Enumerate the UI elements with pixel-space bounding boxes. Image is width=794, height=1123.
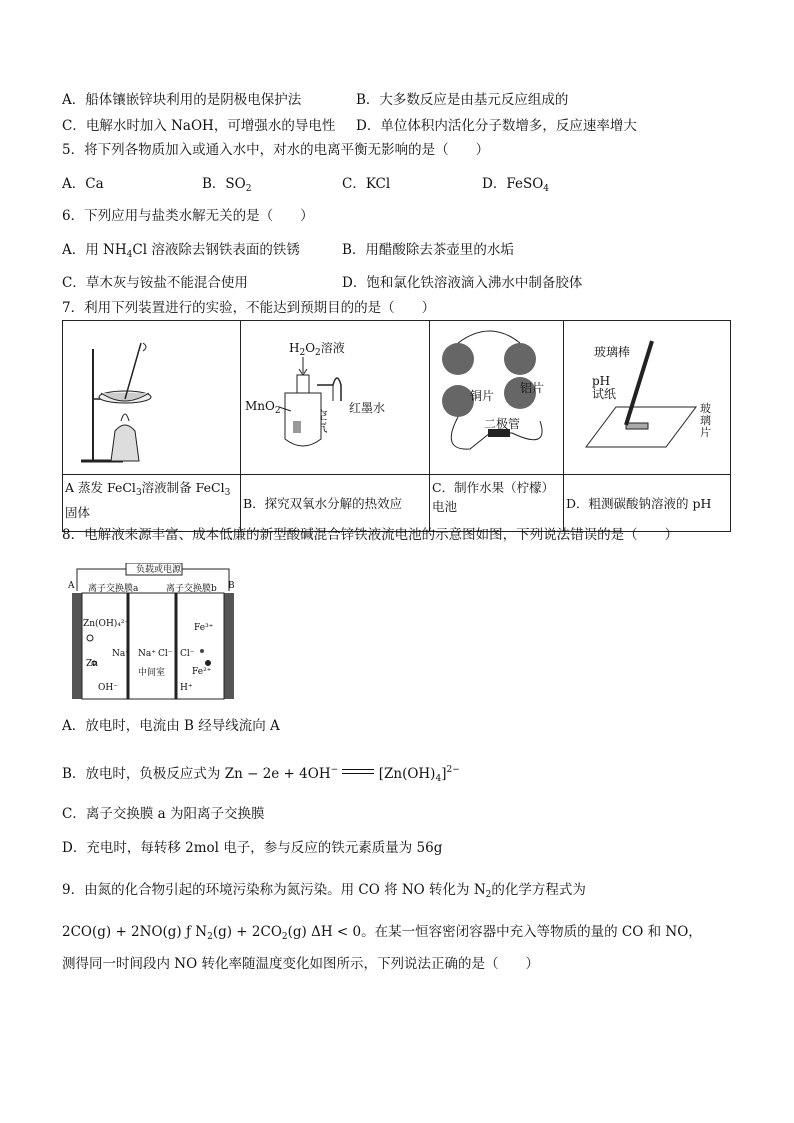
glass-rod-label: 玻璃棒 [594, 345, 631, 359]
q4-option-b: B．大多数反应是由基元反应组成的 [356, 92, 569, 108]
q5-option-d: D．FeSO$_4$ [482, 176, 549, 194]
figure-c-fruit-battery [430, 321, 564, 475]
electrode-a-label: A [68, 581, 75, 591]
figure-d-ph-test [564, 321, 731, 475]
q6-option-b: B．用醋酸除去茶壶里的水垢 [342, 242, 514, 258]
fruit-battery-apparatus [430, 321, 563, 471]
evaporation-apparatus [63, 321, 240, 471]
q5-stem: 5．将下列各物质加入或通入水中，对水的电离平衡无影响的是（ ） [62, 142, 490, 158]
load-label: 负载或电源 [136, 565, 182, 575]
middle-chamber-label: 中间室 [138, 668, 166, 678]
q6-stem: 6．下列应用与盐类水解无关的是（ ） [62, 208, 314, 224]
na-left-label: Na⁺ [112, 649, 130, 659]
h2o2-label: $H_2O_2$溶液 [289, 341, 345, 358]
q9-line3: 测得同一时间段内 NO 转化率随温度变化如图所示，下列说法正确的是（ ） [62, 956, 539, 972]
h-label: H⁺ [180, 683, 193, 693]
q8-option-a: A．放电时，电流由 B 经导线流向 A [62, 718, 280, 734]
membrane-a-label: 离子交换膜a [88, 584, 139, 594]
q5-option-a: A．Ca [62, 176, 104, 192]
ph-paper-label: pH 试纸 [592, 374, 617, 401]
copper-label: 铜片 [470, 389, 495, 403]
experiment-table [62, 320, 731, 532]
caption-d: D．粗测碳酸钠溶液的 pH [564, 475, 731, 532]
figure-b-h2o2 [241, 321, 430, 475]
caption-b: B．探究双氧水分解的热效应 [241, 475, 430, 532]
ink-label: 红墨水 [349, 401, 386, 415]
q4-option-a: A．船体镶嵌锌块利用的是阴极电保护法 [62, 92, 302, 108]
glass-slide-label: 玻 璃 片 [700, 402, 711, 439]
q6-option-c: C．草木灰与铵盐不能混合使用 [62, 275, 248, 291]
q8-stem: 8．电解液来源丰富、成本低廉的新型酸碱混合锌铁液流电池的示意图如图，下列说法错误的是（ ） [62, 527, 679, 543]
flow-battery-figure [68, 563, 238, 703]
q5-option-c: C．KCl [342, 176, 391, 192]
q8-option-c: C．离子交换膜 a 为阳离子交换膜 [62, 806, 265, 822]
fe3-label: Fe³⁺ [194, 623, 214, 633]
na-middle-label: Na⁺ [138, 649, 156, 659]
cl-middle-label: Cl⁻ [158, 649, 173, 659]
q8-option-d: D．充电时，每转移 2mol 电子，参与反应的铁元素质量为 56g [62, 840, 443, 856]
q6-option-a: A．用 $NH_4Cl$ 溶液除去钢铁表面的铁锈 [62, 242, 300, 260]
q4-option-c: C．电解水时加入 NaOH，可增强水的导电性 [62, 118, 336, 134]
q6-option-d: D．饱和氯化铁溶液滴入沸水中制备胶体 [342, 275, 583, 291]
figure-a-evaporation [63, 321, 241, 475]
membrane-b-label: 离子交换膜b [166, 584, 217, 594]
electrode-b-label: B [228, 581, 235, 591]
aluminum-label: 铝片 [520, 381, 545, 395]
q9-line1: 9．由氮的化合物引起的环境污染称为氮污染。用 CO 将 NO 转化为 $N_2$的化学方程式为 [62, 882, 586, 900]
zn-label: Zn [86, 659, 99, 669]
ph-apparatus [564, 321, 730, 471]
mno2-label: MnO$_2$ [245, 399, 281, 416]
zn-complex-label: Zn(OH)₄²⁻ [83, 619, 130, 629]
h2o2-apparatus [241, 321, 429, 471]
q9-line2: 2CO(g) + 2NO(g) ƒ $N_2(g) + 2CO_2(g) \Delta H < 0$。在某一恒容密闭容器中充入等物质的量的 CO 和 NO， [62, 924, 702, 942]
diode-label: 二极管 [484, 417, 521, 431]
q7-stem: 7．利用下列装置进行的实验，不能达到预期目的的是（ ） [62, 300, 436, 316]
fe2-label: Fe²⁺ [192, 667, 212, 677]
q4-option-d: D．单位体积内活化分子数增多，反应速率增大 [356, 118, 637, 134]
q5-option-b: B．$SO_2$ [202, 176, 252, 194]
oh-label: OH⁻ [98, 683, 118, 693]
cl-right-label: Cl⁻ [180, 649, 195, 659]
caption-a: A 蒸发 FeCl$_3$溶液制备 FeCl$_3$ 固体 [63, 475, 241, 532]
q8-option-b: B．放电时，负极反应式为 Zn − 2e + 4OH− $[Zn(OH)_4]^{2-}$ [62, 765, 460, 784]
caption-c: C．制作水果（柠檬）电池 [430, 475, 564, 532]
